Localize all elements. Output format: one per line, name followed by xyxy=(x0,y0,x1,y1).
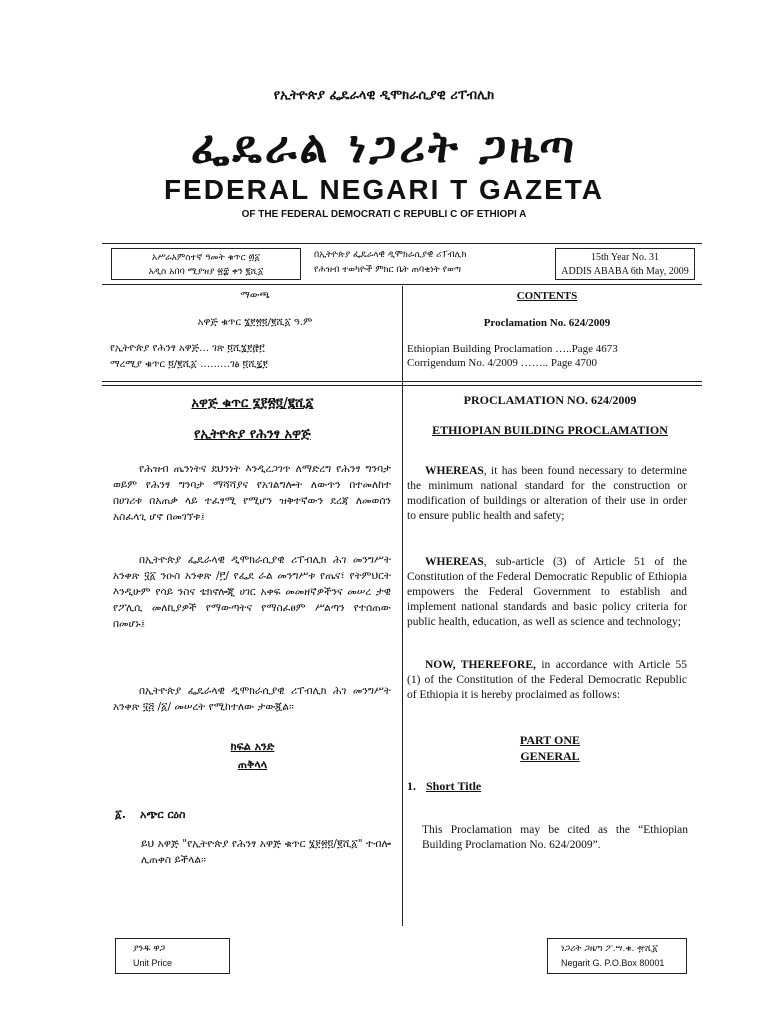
gazette-subtitle-english: OF THE FEDERAL DEMOCRATI C REPUBLI C OF ETHIOPI A xyxy=(241,209,527,220)
amharic-part-one-heading: ክፍል አንድ xyxy=(230,740,275,753)
english-part-one-heading: PART ONE xyxy=(519,733,581,747)
english-section-title: Short Title xyxy=(426,779,482,793)
info-bar-left-box xyxy=(111,248,301,280)
contents-heading-amharic: ማውጫ xyxy=(240,290,270,301)
year-number-english: 15th Year No. 31 xyxy=(590,252,660,263)
issue-info-amharic: አሥራአምስተኛ ዓመት ቁጥር ፴፩ xyxy=(151,253,261,263)
po-box-english: Negarit G. P.O.Box 80001 xyxy=(561,958,665,968)
amharic-paragraph-3: በኢትዮጵያ ፌዴራላዊ ዲሞክራሲያዊ ሪፐብሊክ ሕገ መንግሥት አንቀጽ ፶፭ /፩/ መሠረት የሚከተለው ታውጇል፡፡ xyxy=(113,685,391,713)
english-paragraph-2-text: , sub-article (3) of Article 51 of the Constitution of the Federal Democratic Republic of Ethiopia empowers the Federal Government to establish and implement national standards and basic policy criteria for public health, education, as well as science and technology; xyxy=(407,556,687,628)
amharic-section-text: ይህ አዋጅ "የኢትዮጵያ የሕንፃ አዋጅ ቁጥር ፮፻፳፬/፪ሺ፩" ተብሎ ሊጠቀስ ይችላል፡፡ xyxy=(141,838,391,866)
english-paragraph-3 xyxy=(407,658,687,703)
english-section-text: This Proclamation may be cited as the “Ethiopian Building Proclamation No. 624/2009”. xyxy=(422,824,688,851)
gazette-title-english: FEDERAL NEGARI T GAZETA xyxy=(163,174,605,205)
contents-heading-english: CONTENTS xyxy=(516,290,578,302)
info-bar-right-box xyxy=(555,248,695,280)
contents-proclamation-english: Proclamation No. 624/2009 xyxy=(483,317,611,329)
unit-price-box xyxy=(115,938,230,974)
date-info-amharic: አዲስ አበባ ሚያዝያ ፳፰ ቀን ፪ሺ፩ xyxy=(148,267,264,277)
republic-name-amharic: የኢትዮጵያ ፌዴራላዊ ዲሞክራሲያዊ ሪፐብሊክ xyxy=(273,88,495,103)
english-paragraph-1-text: , it has been found necessary to determine the minimum national standard for the construction or modification of buildings or alteration of their use in order to ensure public health and safety; xyxy=(407,465,687,522)
english-paragraph-3-text: in accordance with Article 55 (1) of the Constitution of the Federal Democratic Republic of Ethiopia it is hereby proclaimed as follows: xyxy=(407,659,687,701)
place-date-english: ADDIS ABABA 6th May, 2009 xyxy=(561,266,689,277)
english-general-heading: GENERAL xyxy=(520,749,580,763)
amharic-proclamation-number: አዋጅ ቁጥር ፮፻፳፬/፪ሺ፩ xyxy=(191,396,314,411)
amharic-proclamation-title: የኢትዮጵያ የሕንፃ አዋጅ xyxy=(194,427,311,442)
unit-price-english: Unit Price xyxy=(133,958,173,968)
unit-price-amharic: ያንዱ ዋጋ xyxy=(133,944,166,954)
gazette-title-amharic: ፌዴራል ነጋሪት ጋዜጣ xyxy=(190,122,578,173)
amharic-section-number: ፩. xyxy=(115,808,126,821)
amharic-section-title: አጭር ርዕስ xyxy=(140,808,186,821)
amharic-general-heading: ጠቅላላ xyxy=(237,758,268,771)
po-box-box xyxy=(547,938,687,974)
info-bar-top-rule xyxy=(102,243,702,244)
english-section-number: 1. xyxy=(407,779,416,793)
info-bar-bottom-rule xyxy=(102,284,702,285)
english-paragraph-3-lead: NOW, THEREFORE, xyxy=(425,659,536,671)
authority-line-amharic: የሕዝብ ተወካዮች ምክር ቤት ጠባቂነት የወጣ xyxy=(314,265,461,275)
amharic-paragraph-1: የሕዝብ ጤንነትና ደህንነት እንዲረጋገጥ ለማድረግ የሕንፃ ግንባታ ወይም የሕንፃ ግንባታ ማሻሻያና የአገልግሎት ለውጥን በተመለከተ በሀገሪቱ በአጠቃ ላይ ተፈፃሚ የሚሆን ዝቅተኛውን ደረጃ ለመወሰን አስፈላጊ ሆኖ በመገኘቱ፤ xyxy=(113,463,391,523)
info-bar-middle xyxy=(314,248,544,278)
column-separator xyxy=(402,286,403,926)
english-proclamation-title: ETHIOPIAN BUILDING PROCLAMATION xyxy=(432,423,668,437)
contents-item-2-amharic: ማረሚያ ቁጥር ፬/፪ሺ፩ ………ገፅ ፬ሺ፯፻ xyxy=(110,359,268,370)
contents-item-1-english: Ethiopian Building Proclamation …..Page 4673 xyxy=(407,343,618,355)
english-paragraph-2-lead: WHEREAS xyxy=(425,556,484,568)
english-paragraph-2 xyxy=(407,555,687,630)
po-box-amharic: ነጋሪት ጋዜጣ ፖ.ሣ.ቁ. ፹ሺ፩ xyxy=(561,944,658,954)
contents-item-2-english: Corrigendum No. 4/2009 …….. Page 4700 xyxy=(407,357,598,369)
contents-proclamation-amharic: አዋጅ ቁጥር ፮፻፳፬/፪ሺ፩ ዓ.ም xyxy=(197,317,313,328)
publisher-line-amharic: በኢትዮጵያ ፌዴራላዊ ዲሞክራሲያዊ ሪፐብሊክ xyxy=(314,250,467,260)
english-proclamation-number: PROCLAMATION NO. 624/2009 xyxy=(463,393,637,407)
english-paragraph-1 xyxy=(407,464,687,524)
contents-item-1-amharic: የኢትዮጵያ የሕንፃ አዋጅ… ገጽ ፬ሺ፮፻፸፫ xyxy=(110,343,265,354)
amharic-paragraph-2: በኢትዮጵያ ፌዴራላዊ ዲሞክራሲያዊ ሪፐብሊክ ሕገ መንግሥት አንቀጽ ፶፩ ንዑስ አንቀጽ /፫/ የፌደ ራል መንግሥቱ የጤና፣ የትምህርት እንዲሁም የሳይ ንስና ቴክኖሎጂ ሀገር አቀፍ መመዘኛዎችንና መሠረ ታዊ የፖሊሲ መለኪያዎች የማውጣትና የማስፈፀም ሥልጣን የተሰጠው በመሆኑ፤ xyxy=(113,554,391,630)
english-paragraph-1-lead: WHEREAS xyxy=(425,465,484,477)
